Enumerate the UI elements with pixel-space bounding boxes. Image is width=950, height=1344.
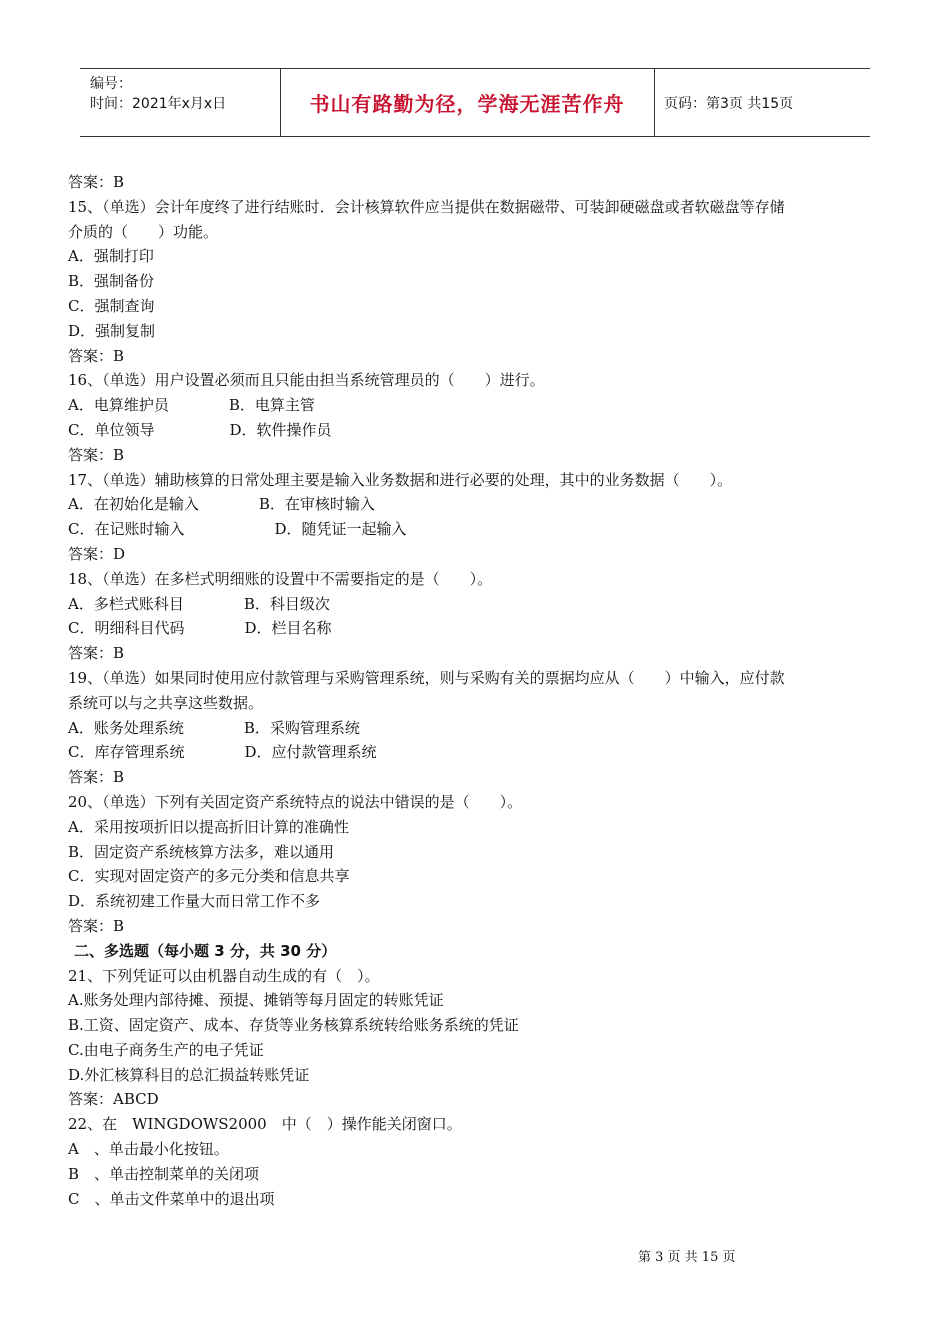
- option-line: B．强制备份: [68, 272, 155, 291]
- header-motto: 书山有路勤为径，学海无涯苦作舟: [309, 92, 625, 116]
- answer-line: 答案：D: [68, 544, 126, 563]
- document-body: [68, 170, 878, 1211]
- option-line: C．单位领导 D．软件操作员: [68, 420, 332, 439]
- answer-line: 答案：ABCD: [68, 1090, 159, 1109]
- page-header: [80, 68, 870, 137]
- option-line: A．在初始化是输入 B．在审核时输入: [68, 495, 375, 514]
- question-17: 17、（单选）辅助核算的日常处理主要是输入业务数据和进行必要的处理，其中的业务数据（ ）。: [68, 470, 733, 489]
- option-line: A．多栏式账科目 B．科目级次: [68, 594, 330, 613]
- question-20: 20、（单选）下列有关固定资产系统特点的说法中错误的是（ ）。: [68, 792, 523, 811]
- answer-line: 答案：B: [68, 768, 125, 787]
- option-line: A 、单击最小化按钮。: [68, 1140, 229, 1159]
- answer-line: 答案：B: [68, 644, 125, 663]
- option-line: B.工资、固定资产、成本、存货等业务核算系统转给账务系统的凭证: [68, 1016, 519, 1035]
- option-line: C 、单击文件菜单中的退出项: [68, 1189, 275, 1208]
- header-meta: [80, 69, 280, 136]
- answer-line: 答案：B: [68, 346, 125, 365]
- header-time: 时间：2021年x月x日: [90, 96, 227, 112]
- question-22: 22、在 WINGDOWS2000 中（ ）操作能关闭窗口。: [68, 1115, 462, 1134]
- question-15-cont: 介质的（ ）功能。: [68, 222, 219, 241]
- question-18: 18、（单选）在多栏式明细账的设置中不需要指定的是（ ）。: [68, 569, 493, 588]
- question-21: 21、下列凭证可以由机器自动生成的有（ ）。: [68, 966, 380, 985]
- header-number: 编号：: [90, 76, 132, 92]
- option-line: B．固定资产系统核算方法多，难以通用: [68, 842, 335, 861]
- option-line: B 、单击控制菜单的关闭项: [68, 1164, 260, 1183]
- question-19-cont: 系统可以与之共享这些数据。: [68, 693, 264, 712]
- answer-line: 答案：B: [68, 916, 125, 935]
- option-line: A.账务处理内部待摊、预提、摊销等每月固定的转账凭证: [68, 991, 444, 1010]
- option-line: D．系统初建工作量大而日常工作不多: [68, 892, 321, 911]
- question-16: 16、（单选）用户设置必须而且只能由担当系统管理员的（ ）进行。: [68, 371, 545, 390]
- header-page-number: 页码：第3页 共15页: [664, 95, 794, 112]
- header-divider: [654, 69, 655, 136]
- option-line: C．实现对固定资产的多元分类和信息共享: [68, 867, 350, 886]
- option-line: D.外汇核算科目的总汇损益转账凭证: [68, 1065, 310, 1084]
- option-line: C．强制查询: [68, 296, 155, 315]
- question-19: 19、（单选）如果同时使用应付款管理与采购管理系统，则与采购有关的票据均应从（ ）中输入，应付款: [68, 668, 785, 687]
- option-line: A．强制打印: [68, 247, 154, 266]
- section-heading: 二、多选题（每小题 3 分，共 30 分）: [74, 941, 337, 960]
- page-footer: 第 3 页 共 15 页: [638, 1250, 736, 1265]
- option-line: C．在记账时输入 D．随凭证一起输入: [68, 520, 407, 539]
- option-line: A．电算维护员 B．电算主管: [68, 396, 315, 415]
- option-line: A．账务处理系统 B．采购管理系统: [68, 718, 360, 737]
- question-15: 15、（单选）会计年度终了进行结账时．会计核算软件应当提供在数据磁带、可装卸硬磁盘或者软磁盘等存储: [68, 197, 785, 216]
- option-line: D．强制复制: [68, 321, 156, 340]
- option-line: C．库存管理系统 D．应付款管理系统: [68, 743, 377, 762]
- option-line: A．采用按项折旧以提高折旧计算的准确性: [68, 817, 349, 836]
- option-line: C．明细科目代码 D．栏目名称: [68, 619, 332, 638]
- answer-line: 答案：B: [68, 173, 125, 191]
- answer-line: 答案：B: [68, 445, 125, 464]
- option-line: C.由电子商务生产的电子凭证: [68, 1040, 264, 1059]
